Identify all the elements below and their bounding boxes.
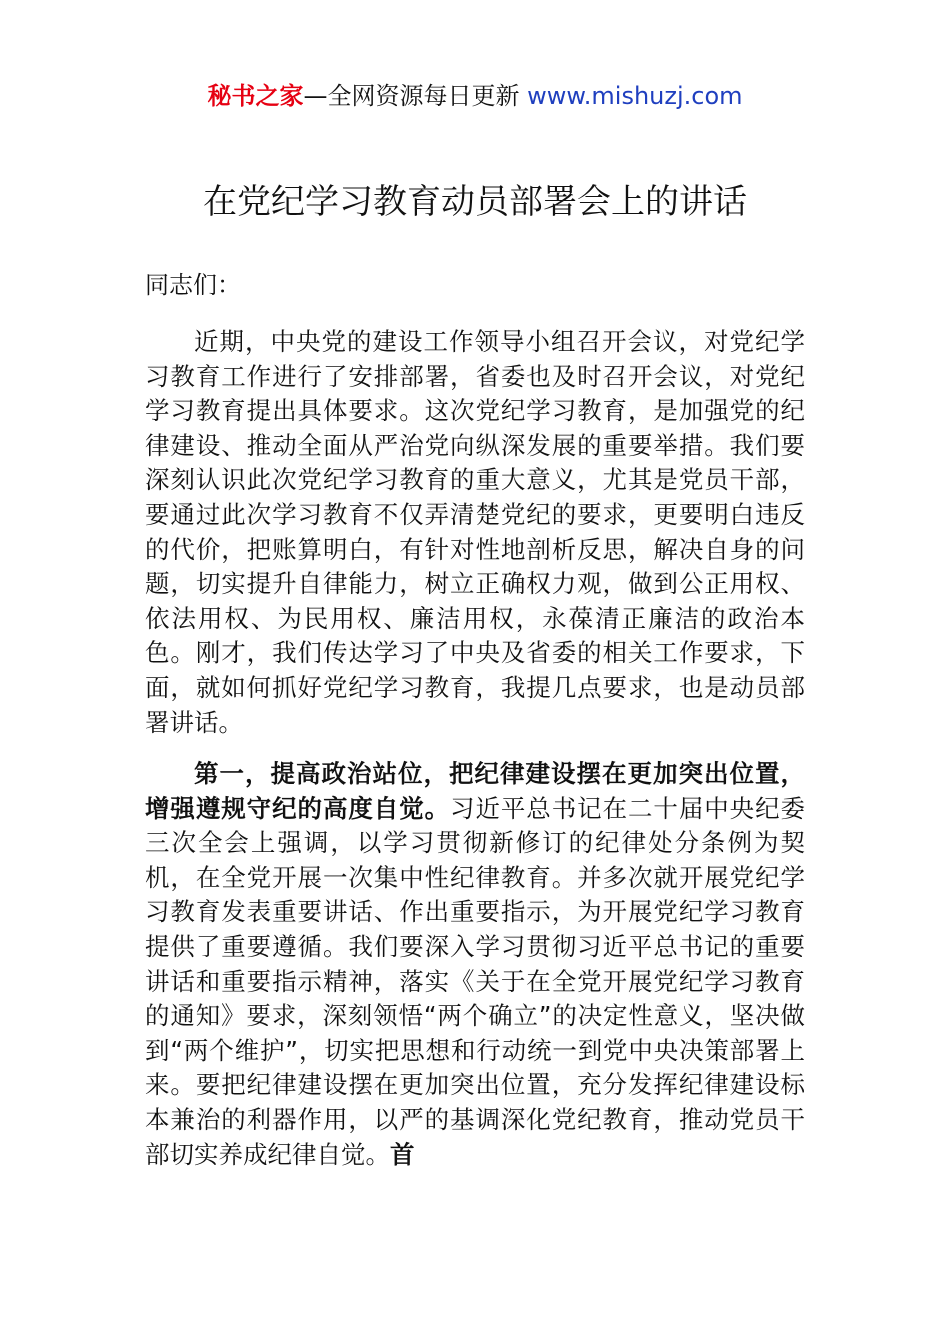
paragraph-2-tail: 首: [390, 1139, 415, 1169]
header-tagline: —全网资源每日更新: [303, 82, 520, 110]
document-title: 在党纪学习教育动员部署会上的讲话: [203, 182, 747, 222]
brand-name: 秘书之家: [207, 82, 304, 110]
salutation: 同志们：: [145, 271, 241, 299]
header-banner: [0, 80, 950, 112]
site-url-link[interactable]: www.mishuzj.com: [527, 82, 743, 110]
paragraph-2: [145, 757, 805, 1172]
paragraph-1: 近期，中央党的建设工作领导小组召开会议，对党纪学习教育工作进行了安排部署，省委也及时召开会议，对党纪学习教育提出具体要求。这次党纪学习教育，是加强党的纪律建设、推动全面从严治党向纵深发展的重要举措。我们要深刻认识此次党纪学习教育的重大意义，尤其是党员干部，要通过此次学习教育不仅弄清楚党纪的要求，更要明白违反的代价，把账算明白，有针对性地剖析反思，解决自身的问题，切实提升自律能力，树立正确权力观，做到公正用权、依法用权、为民用权、廉洁用权，永葆清正廉洁的政治本色。刚才，我们传达学习了中央及省委的相关工作要求，下面，就如何抓好党纪学习教育，我提几点要求，也是动员部署讲话。: [145, 327, 805, 737]
paragraph-2-lead: 第一，提高政治站位，把纪律建设摆在更加突出位置，增强遵规守纪的高度自觉。: [145, 759, 805, 823]
paragraph-2-body: 习近平总书记在二十届中央纪委三次全会上强调，以学习贯彻新修订的纪律处分条例为契机，在全党开展一次集中性纪律教育。并多次就开展党纪学习教育发表重要讲话、作出重要指示，为开展党纪学习教育提供了重要遵循。我们要深入学习贯彻习近平总书记的重要讲话和重要指示精神，落实《关于在全党开展党纪学习教育的通知》要求，深刻领悟“两个确立”的决定性意义，坚决做到“两个维护”，切实把思想和行动统一到党中央决策部署上来。要把纪律建设摆在更加突出位置，充分发挥纪律建设标本兼治的利器作用，以严的基调深化党纪教育，推动党员干部切实养成纪律自觉。: [145, 793, 806, 1169]
